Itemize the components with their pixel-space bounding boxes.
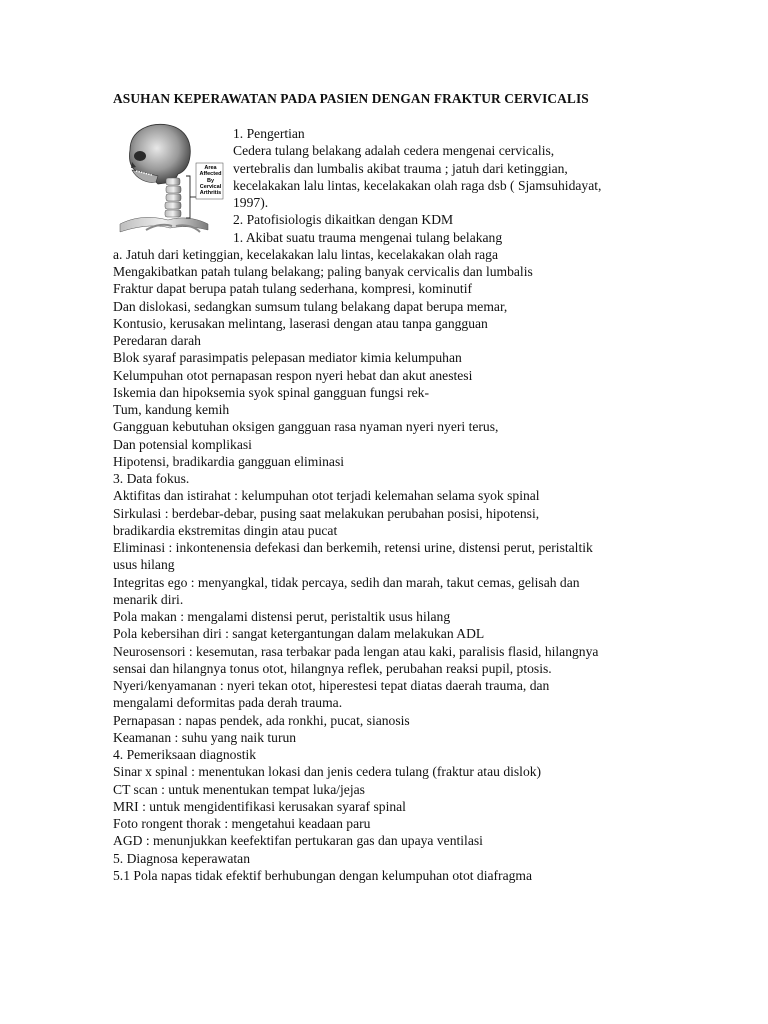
figure-caption-line: Area xyxy=(204,165,217,171)
figure-caption-line: Cervical xyxy=(199,183,222,190)
text-line: Tum, kandung kemih xyxy=(113,402,230,417)
text-line: Kelumpuhan otot pernapasan respon nyeri hebat dan akut anestesi xyxy=(113,367,473,383)
text-line: bradikardia ekstremitas dingin atau pucat xyxy=(113,522,338,538)
text-line: 4. Pemeriksaan diagnostik xyxy=(113,747,257,762)
text-line: Sinar x spinal : menentukan lokasi dan jenis cedera tulang (fraktur atau dislok) xyxy=(113,764,542,780)
text-line: Keamanan : suhu yang naik turun xyxy=(113,729,297,745)
text-line: Cedera tulang belakang adalah cedera mengenai cervicalis, xyxy=(233,143,555,159)
text-line: Dan potensial komplikasi xyxy=(113,436,252,452)
text-line: Kontusio, kerusakan melintang, laserasi dengan atau tanpa gangguan xyxy=(113,315,488,331)
text-line: mengalami deformitas pada derah trauma. xyxy=(113,695,343,711)
text-line: 2. Patofisiologis dikaitkan dengan KDM xyxy=(233,212,454,228)
document-title: ASUHAN KEPERAWATAN PADA PASIEN DENGAN FRAKTUR CERVICALIS xyxy=(113,91,589,106)
text-line: Iskemia dan hipoksemia syok spinal gangguan fungsi rek- xyxy=(113,384,429,400)
text-line: 5. Diagnosa keperawatan xyxy=(113,850,251,866)
text-line: Blok syaraf parasimpatis pelepasan mediator kimia kelumpuhan xyxy=(113,350,462,366)
text-line: Neurosensori : kesemutan, rasa terbakar pada lengan atau kaki, paralisis flasid, hilangnya xyxy=(113,643,599,659)
text-line: Fraktur dapat berupa patah tulang sederhana, kompresi, kominutif xyxy=(113,281,472,297)
text-line: vertebralis dan lumbalis akibat trauma ; jatuh dari ketinggian, xyxy=(233,160,568,176)
text-line: Integritas ego : menyangkal, tidak percaya, sedih dan marah, takut cemas, gelisah dan xyxy=(113,574,580,590)
text-line: 1. Akibat suatu trauma mengenai tulang belakang xyxy=(233,229,503,245)
document-body xyxy=(113,125,658,884)
text-line: Sirkulasi : berdebar-debar, pusing saat melakukan perubahan posisi, hipotensi, xyxy=(113,505,540,521)
text-line: Foto rongent thorak : mengetahui keadaan paru xyxy=(113,816,371,831)
text-line: Aktifitas dan istirahat : kelumpuhan otot terjadi kelemahan selama syok spinal xyxy=(113,488,540,504)
text-line: 3. Data fokus. xyxy=(113,471,190,486)
text-line: Dan dislokasi, sedangkan sumsum tulang belakang dapat berupa memar, xyxy=(113,298,508,314)
text-line: Mengakibatkan patah tulang belakang; paling banyak cervicalis dan lumbalis xyxy=(113,264,533,279)
text-line: sensai dan hilangnya tonus otot, hilangnya reflek, perubahan reaksi pupil, ptosis. xyxy=(113,660,552,676)
text-line: Nyeri/kenyamanan : nyeri tekan otot, hiperestesi tepat diatas daerah trauma, dan xyxy=(113,678,550,693)
figure-caption-line: Arthritis xyxy=(199,190,222,197)
text-line: MRI : untuk mengidentifikasi kerusakan syaraf spinal xyxy=(113,798,406,814)
text-line: a. Jatuh dari ketinggian, kecelakakan lalu lintas, kecelakakan olah raga xyxy=(113,246,498,262)
text-line: Pola kebersihan diri : sangat ketergantungan dalam melakukan ADL xyxy=(113,626,485,642)
text-line: AGD : menunjukkan keefektifan pertukaran gas dan upaya ventilasi xyxy=(113,833,483,849)
figure-caption-line: Affected xyxy=(199,171,222,178)
text-line: Hipotensi, bradikardia gangguan eliminasi xyxy=(113,453,345,469)
text-line: Peredaran darah xyxy=(113,333,201,348)
text-line: kecelakakan lalu lintas, kecelakakan olah raga dsb ( Sjamsuhidayat, xyxy=(233,177,602,193)
text-line: usus hilang xyxy=(113,557,175,573)
text-line: Eliminasi : inkontenensia defekasi dan berkemih, retensi urine, distensi perut, peristaltik xyxy=(113,540,593,555)
text-line: Gangguan kebutuhan oksigen gangguan rasa nyaman nyeri nyeri terus, xyxy=(113,419,499,435)
text-line: 1. Pengertian xyxy=(233,126,305,141)
text-line: 5.1 Pola napas tidak efektif berhubungan dengan kelumpuhan otot diafragma xyxy=(113,867,533,883)
text-line: 1997). xyxy=(233,195,269,210)
text-line: Pernapasan : napas pendek, ada ronkhi, pucat, sianosis xyxy=(113,712,410,728)
text-line: Pola makan : mengalami distensi perut, peristaltik usus hilang xyxy=(113,609,451,624)
text-line: menarik diri. xyxy=(113,591,184,607)
text-line: CT scan : untuk menentukan tempat luka/jejas xyxy=(113,781,365,797)
figure-caption-line: By xyxy=(206,177,215,184)
